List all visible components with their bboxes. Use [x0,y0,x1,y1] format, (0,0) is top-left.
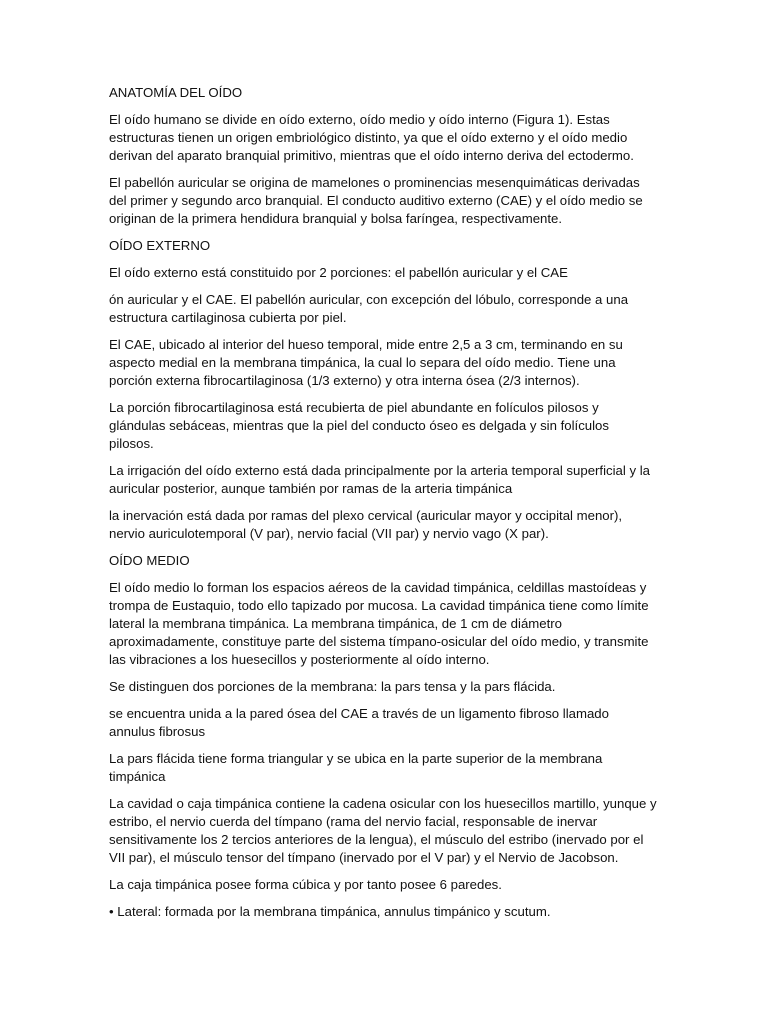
paragraph-cae: El CAE, ubicado al interior del hueso temporal, mide entre 2,5 a 3 cm, terminando en su aspecto medial en la membrana timpánica, la cual lo separa del oído medio. Tiene una porción externa fibrocartilaginosa (1/3 externo) y otra interna ósea (2/3 internos). [109,337,623,388]
paragraph-middle-ear: El oído medio lo forman los espacios aéreos de la cavidad timpánica, celdillas mastoídeas y trompa de Eustaquio, todo ello tapizado por mucosa. La cavidad timpánica tiene como límite lateral la membrana timpánica. La membrana timpánica, de 1 cm de diámetro aproximadamente, constituye parte del sistema tímpano-osicular del oído medio, y transmite las vibraciones a los huesecillos y posteriormente al oído interno. [109,580,649,667]
document-page [109,84,657,921]
paragraph-outer-ear-parts: El oído externo está constituido por 2 porciones: el pabellón auricular y el CAE [109,265,568,280]
paragraph-fibrocartilage: La porción fibrocartilaginosa está recubierta de piel abundante en folículos pilosos y glándulas sebáceas, mientras que la piel del conducto óseo es delgada y sin folículos pilosos. [109,400,609,451]
paragraph-irrigation: La irrigación del oído externo está dada principalmente por la arteria temporal superficial y la auricular posterior, aunque también por ramas de la arteria timpánica [109,463,650,496]
paragraph-pabellon-structure: ón auricular y el CAE. El pabellón auricular, con excepción del lóbulo, corresponde a una estructura cartilaginosa cubierta por piel. [109,292,629,325]
paragraph-pars-flacida: La pars flácida tiene forma triangular y se ubica en la parte superior de la membrana timpánica [109,751,603,784]
section-title-middle-ear: OÍDO MEDIO [109,553,190,568]
paragraph-tympanic-cavity: La cavidad o caja timpánica contiene la cadena osicular con los huesecillos martillo, yunque y estribo, el nervio cuerda del tímpano (rama del nervio facial, responsable de inervar sensitivamente los 2 tercios anteriores de la lengua), el músculo del estribo (inervado por el VII par), el músculo tensor del tímpano (inervado por el V par) y el Nervio de Jacobson. [109,796,657,865]
section-title-outer-ear: OÍDO EXTERNO [109,238,211,253]
paragraph-innervation: la inervación está dada por ramas del plexo cervical (auricular mayor y occipital menor), nervio auriculotemporal (V par), nervio facial (VII par) y nervio vago (X par). [109,508,623,541]
paragraph-walls: La caja timpánica posee forma cúbica y por tanto posee 6 paredes. [109,877,502,892]
paragraph-membrane-parts: Se distinguen dos porciones de la membrana: la pars tensa y la pars flácida. [109,679,556,694]
paragraph-pabellon-origin: El pabellón auricular se origina de mamelones o prominencias mesenquimáticas derivadas del primer y segundo arco branquial. El conducto auditivo externo (CAE) y el oído medio se originan de la primera hendidura branquial y bolsa faríngea, respectivamente. [109,175,643,226]
paragraph-intro: El oído humano se divide en oído externo, oído medio y oído interno (Figura 1). Estas estructuras tienen un origen embriológico distinto, ya que el oído externo y el oído medio derivan del aparato branquial primitivo, mientras que el oído interno deriva del ectodermo. [109,112,634,163]
section-title-anatomy: ANATOMÍA DEL OÍDO [109,85,243,100]
list-item-lateral-wall: • Lateral: formada por la membrana timpánica, annulus timpánico y scutum. [109,904,551,919]
paragraph-annulus: se encuentra unida a la pared ósea del CAE a través de un ligamento fibroso llamado annulus fibrosus [109,706,609,739]
